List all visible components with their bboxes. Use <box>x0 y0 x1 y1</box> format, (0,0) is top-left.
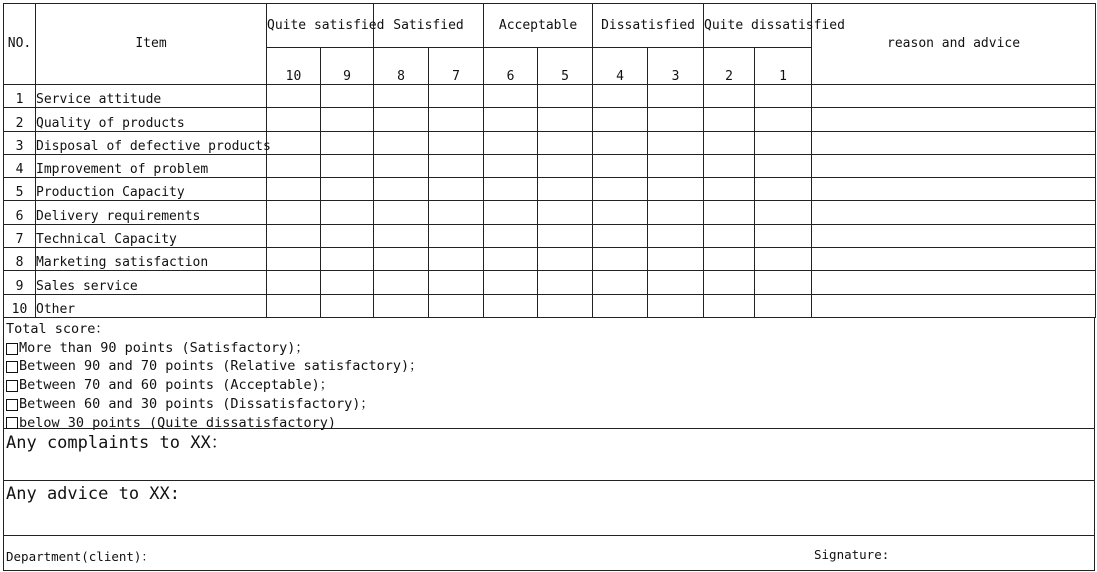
score-cell[interactable] <box>593 295 648 318</box>
table-row <box>4 155 1096 178</box>
score-cell[interactable] <box>538 295 593 318</box>
reason-cell[interactable] <box>812 132 1096 155</box>
score-cell[interactable] <box>429 178 484 201</box>
reason-cell[interactable] <box>812 271 1096 295</box>
score-cell[interactable] <box>484 155 538 178</box>
score-cell[interactable] <box>484 201 538 225</box>
score-cell[interactable] <box>648 178 704 201</box>
score-cell[interactable] <box>704 271 755 295</box>
table-row <box>4 295 1096 318</box>
score-cell[interactable] <box>374 155 429 178</box>
score-cell[interactable] <box>484 225 538 248</box>
score-cell[interactable] <box>704 108 755 132</box>
checkbox[interactable] <box>6 343 18 355</box>
score-cell[interactable] <box>429 201 484 225</box>
score-cell[interactable] <box>267 271 321 295</box>
row-number: 4 <box>4 155 36 178</box>
score-cell[interactable] <box>321 132 374 155</box>
score-cell[interactable] <box>593 178 648 201</box>
score-cell[interactable] <box>648 295 704 318</box>
option-row <box>6 376 1094 395</box>
score-cell[interactable] <box>755 108 812 132</box>
score-cell[interactable] <box>593 155 648 178</box>
score-cell[interactable] <box>374 132 429 155</box>
reason-cell[interactable] <box>812 225 1096 248</box>
score-header: 6 <box>484 48 538 85</box>
table-row <box>4 85 1096 108</box>
score-cell[interactable] <box>648 132 704 155</box>
reason-cell[interactable] <box>812 248 1096 271</box>
checkbox[interactable] <box>6 417 18 429</box>
score-cell[interactable] <box>484 85 538 108</box>
option-row <box>6 395 1094 414</box>
score-cell[interactable] <box>755 178 812 201</box>
score-cell[interactable] <box>538 155 593 178</box>
score-cell[interactable] <box>755 132 812 155</box>
score-cell[interactable] <box>538 201 593 225</box>
score-cell[interactable] <box>321 295 374 318</box>
reason-cell[interactable] <box>812 201 1096 225</box>
score-cell[interactable] <box>429 295 484 318</box>
score-cell[interactable] <box>755 225 812 248</box>
score-cell[interactable] <box>538 271 593 295</box>
score-header: 8 <box>374 48 429 85</box>
score-cell[interactable] <box>648 248 704 271</box>
score-cell[interactable] <box>704 248 755 271</box>
score-cell[interactable] <box>321 248 374 271</box>
header-group-acceptable: Acceptable <box>484 4 593 48</box>
score-cell[interactable] <box>374 178 429 201</box>
score-cell[interactable] <box>484 108 538 132</box>
row-number: 5 <box>4 178 36 201</box>
score-cell[interactable] <box>538 108 593 132</box>
score-cell[interactable] <box>538 178 593 201</box>
row-item: Quality of products <box>36 108 267 132</box>
score-cell[interactable] <box>267 85 321 108</box>
score-cell[interactable] <box>704 132 755 155</box>
rating-table <box>3 3 1096 318</box>
score-cell[interactable] <box>374 271 429 295</box>
score-cell[interactable] <box>321 178 374 201</box>
row-item: Other <box>36 295 267 318</box>
score-cell[interactable] <box>704 85 755 108</box>
score-cell[interactable] <box>593 248 648 271</box>
score-cell[interactable] <box>593 108 648 132</box>
option-row <box>6 339 1094 358</box>
score-cell[interactable] <box>374 201 429 225</box>
table-row <box>4 225 1096 248</box>
score-cell[interactable] <box>593 201 648 225</box>
score-header: 1 <box>755 48 812 85</box>
option-label: Between 90 and 70 points (Relative satisfactory)； <box>19 358 423 375</box>
score-cell[interactable] <box>374 108 429 132</box>
total-score-section <box>3 318 1095 429</box>
score-header: 2 <box>704 48 755 85</box>
score-cell[interactable] <box>374 225 429 248</box>
score-cell[interactable] <box>321 201 374 225</box>
header-group-dissatisfied: Dissatisfied <box>593 4 704 48</box>
checkbox[interactable] <box>6 361 18 373</box>
score-cell[interactable] <box>321 225 374 248</box>
score-cell[interactable] <box>374 295 429 318</box>
option-label: below 30 points (Quite dissatisfactory) <box>19 414 336 431</box>
score-cell[interactable] <box>429 225 484 248</box>
score-cell[interactable] <box>755 85 812 108</box>
row-item: Sales service <box>36 271 267 295</box>
score-cell[interactable] <box>484 178 538 201</box>
score-header: 10 <box>267 48 321 85</box>
score-cell[interactable] <box>374 248 429 271</box>
score-cell[interactable] <box>267 108 321 132</box>
total-score-label: Total score： <box>6 321 109 337</box>
complaints-label: Any complaints to XX： <box>6 433 228 453</box>
score-cell[interactable] <box>267 248 321 271</box>
score-cell[interactable] <box>648 85 704 108</box>
score-cell[interactable] <box>429 155 484 178</box>
checkbox[interactable] <box>6 399 18 411</box>
score-header: 3 <box>648 48 704 85</box>
score-cell[interactable] <box>755 295 812 318</box>
score-cell[interactable] <box>538 225 593 248</box>
table-row <box>4 108 1096 132</box>
score-cell[interactable] <box>484 271 538 295</box>
header-group-satisfied: Satisfied <box>374 4 484 48</box>
score-cell[interactable] <box>755 155 812 178</box>
score-cell[interactable] <box>267 295 321 318</box>
header-reason-advice: reason and advice <box>812 4 1096 85</box>
score-cell[interactable] <box>704 178 755 201</box>
header-item: Item <box>36 4 267 85</box>
row-item: Marketing satisfaction <box>36 248 267 271</box>
score-header: 9 <box>321 48 374 85</box>
score-cell[interactable] <box>755 271 812 295</box>
score-cell[interactable] <box>704 201 755 225</box>
option-label: Between 60 and 30 points (Dissatisfactory)； <box>19 395 374 412</box>
row-number: 7 <box>4 225 36 248</box>
score-cell[interactable] <box>593 132 648 155</box>
table-row <box>4 132 1096 155</box>
header-group-quite-satisfied: Quite satisfied <box>267 4 374 48</box>
score-cell[interactable] <box>648 201 704 225</box>
score-cell[interactable] <box>484 132 538 155</box>
score-cell[interactable] <box>267 132 321 155</box>
signature-label: Signature: <box>814 547 890 562</box>
score-cell[interactable] <box>648 225 704 248</box>
score-cell[interactable] <box>267 178 321 201</box>
header-group-quite-dissatisfied: Quite dissatisfied <box>704 4 812 48</box>
row-number: 6 <box>4 201 36 225</box>
score-cell[interactable] <box>321 271 374 295</box>
department-label: Department(client)： <box>6 549 154 564</box>
score-cell[interactable] <box>755 248 812 271</box>
score-cell[interactable] <box>704 155 755 178</box>
score-cell[interactable] <box>593 85 648 108</box>
score-header: 5 <box>538 48 593 85</box>
score-cell[interactable] <box>321 85 374 108</box>
row-item: Delivery requirements <box>36 201 267 225</box>
row-item: Production Capacity <box>36 178 267 201</box>
score-cell[interactable] <box>648 271 704 295</box>
complaints-section[interactable] <box>3 429 1095 481</box>
row-number: 1 <box>4 85 36 108</box>
score-cell[interactable] <box>429 248 484 271</box>
score-cell[interactable] <box>538 85 593 108</box>
table-row <box>4 178 1096 201</box>
score-cell[interactable] <box>755 201 812 225</box>
score-cell[interactable] <box>593 271 648 295</box>
score-cell[interactable] <box>429 271 484 295</box>
row-item: Technical Capacity <box>36 225 267 248</box>
score-header: 7 <box>429 48 484 85</box>
score-header: 4 <box>593 48 648 85</box>
advice-label: Any advice to XX: <box>6 484 180 504</box>
row-item: Service attitude <box>36 85 267 108</box>
footer-section <box>3 536 1095 571</box>
score-cell[interactable] <box>429 132 484 155</box>
row-number: 3 <box>4 132 36 155</box>
score-cell[interactable] <box>429 108 484 132</box>
score-cell[interactable] <box>374 85 429 108</box>
score-cell[interactable] <box>267 225 321 248</box>
score-cell[interactable] <box>484 295 538 318</box>
score-cell[interactable] <box>538 248 593 271</box>
table-row <box>4 271 1096 295</box>
survey-sheet <box>3 3 1095 570</box>
row-number: 9 <box>4 271 36 295</box>
row-item: Disposal of defective products <box>36 132 267 155</box>
reason-cell[interactable] <box>812 155 1096 178</box>
table-row <box>4 201 1096 225</box>
header-no: NO. <box>4 4 36 85</box>
reason-cell[interactable] <box>812 295 1096 318</box>
score-cell[interactable] <box>648 155 704 178</box>
score-cell[interactable] <box>704 295 755 318</box>
score-cell[interactable] <box>321 155 374 178</box>
score-cell[interactable] <box>267 201 321 225</box>
score-cell[interactable] <box>704 225 755 248</box>
option-row <box>6 357 1094 376</box>
row-number: 10 <box>4 295 36 318</box>
option-label: More than 90 points (Satisfactory)； <box>19 339 309 356</box>
score-cell[interactable] <box>484 248 538 271</box>
score-cell[interactable] <box>429 85 484 108</box>
score-cell[interactable] <box>538 132 593 155</box>
checkbox[interactable] <box>6 380 18 392</box>
reason-cell[interactable] <box>812 85 1096 108</box>
score-cell[interactable] <box>267 155 321 178</box>
score-cell[interactable] <box>648 108 704 132</box>
row-number: 8 <box>4 248 36 271</box>
table-row <box>4 248 1096 271</box>
score-cell[interactable] <box>321 108 374 132</box>
row-item: Improvement of problem <box>36 155 267 178</box>
option-label: Between 70 and 60 points (Acceptable)； <box>19 377 334 394</box>
reason-cell[interactable] <box>812 108 1096 132</box>
score-cell[interactable] <box>593 225 648 248</box>
row-number: 2 <box>4 108 36 132</box>
advice-section[interactable] <box>3 481 1095 536</box>
reason-cell[interactable] <box>812 178 1096 201</box>
